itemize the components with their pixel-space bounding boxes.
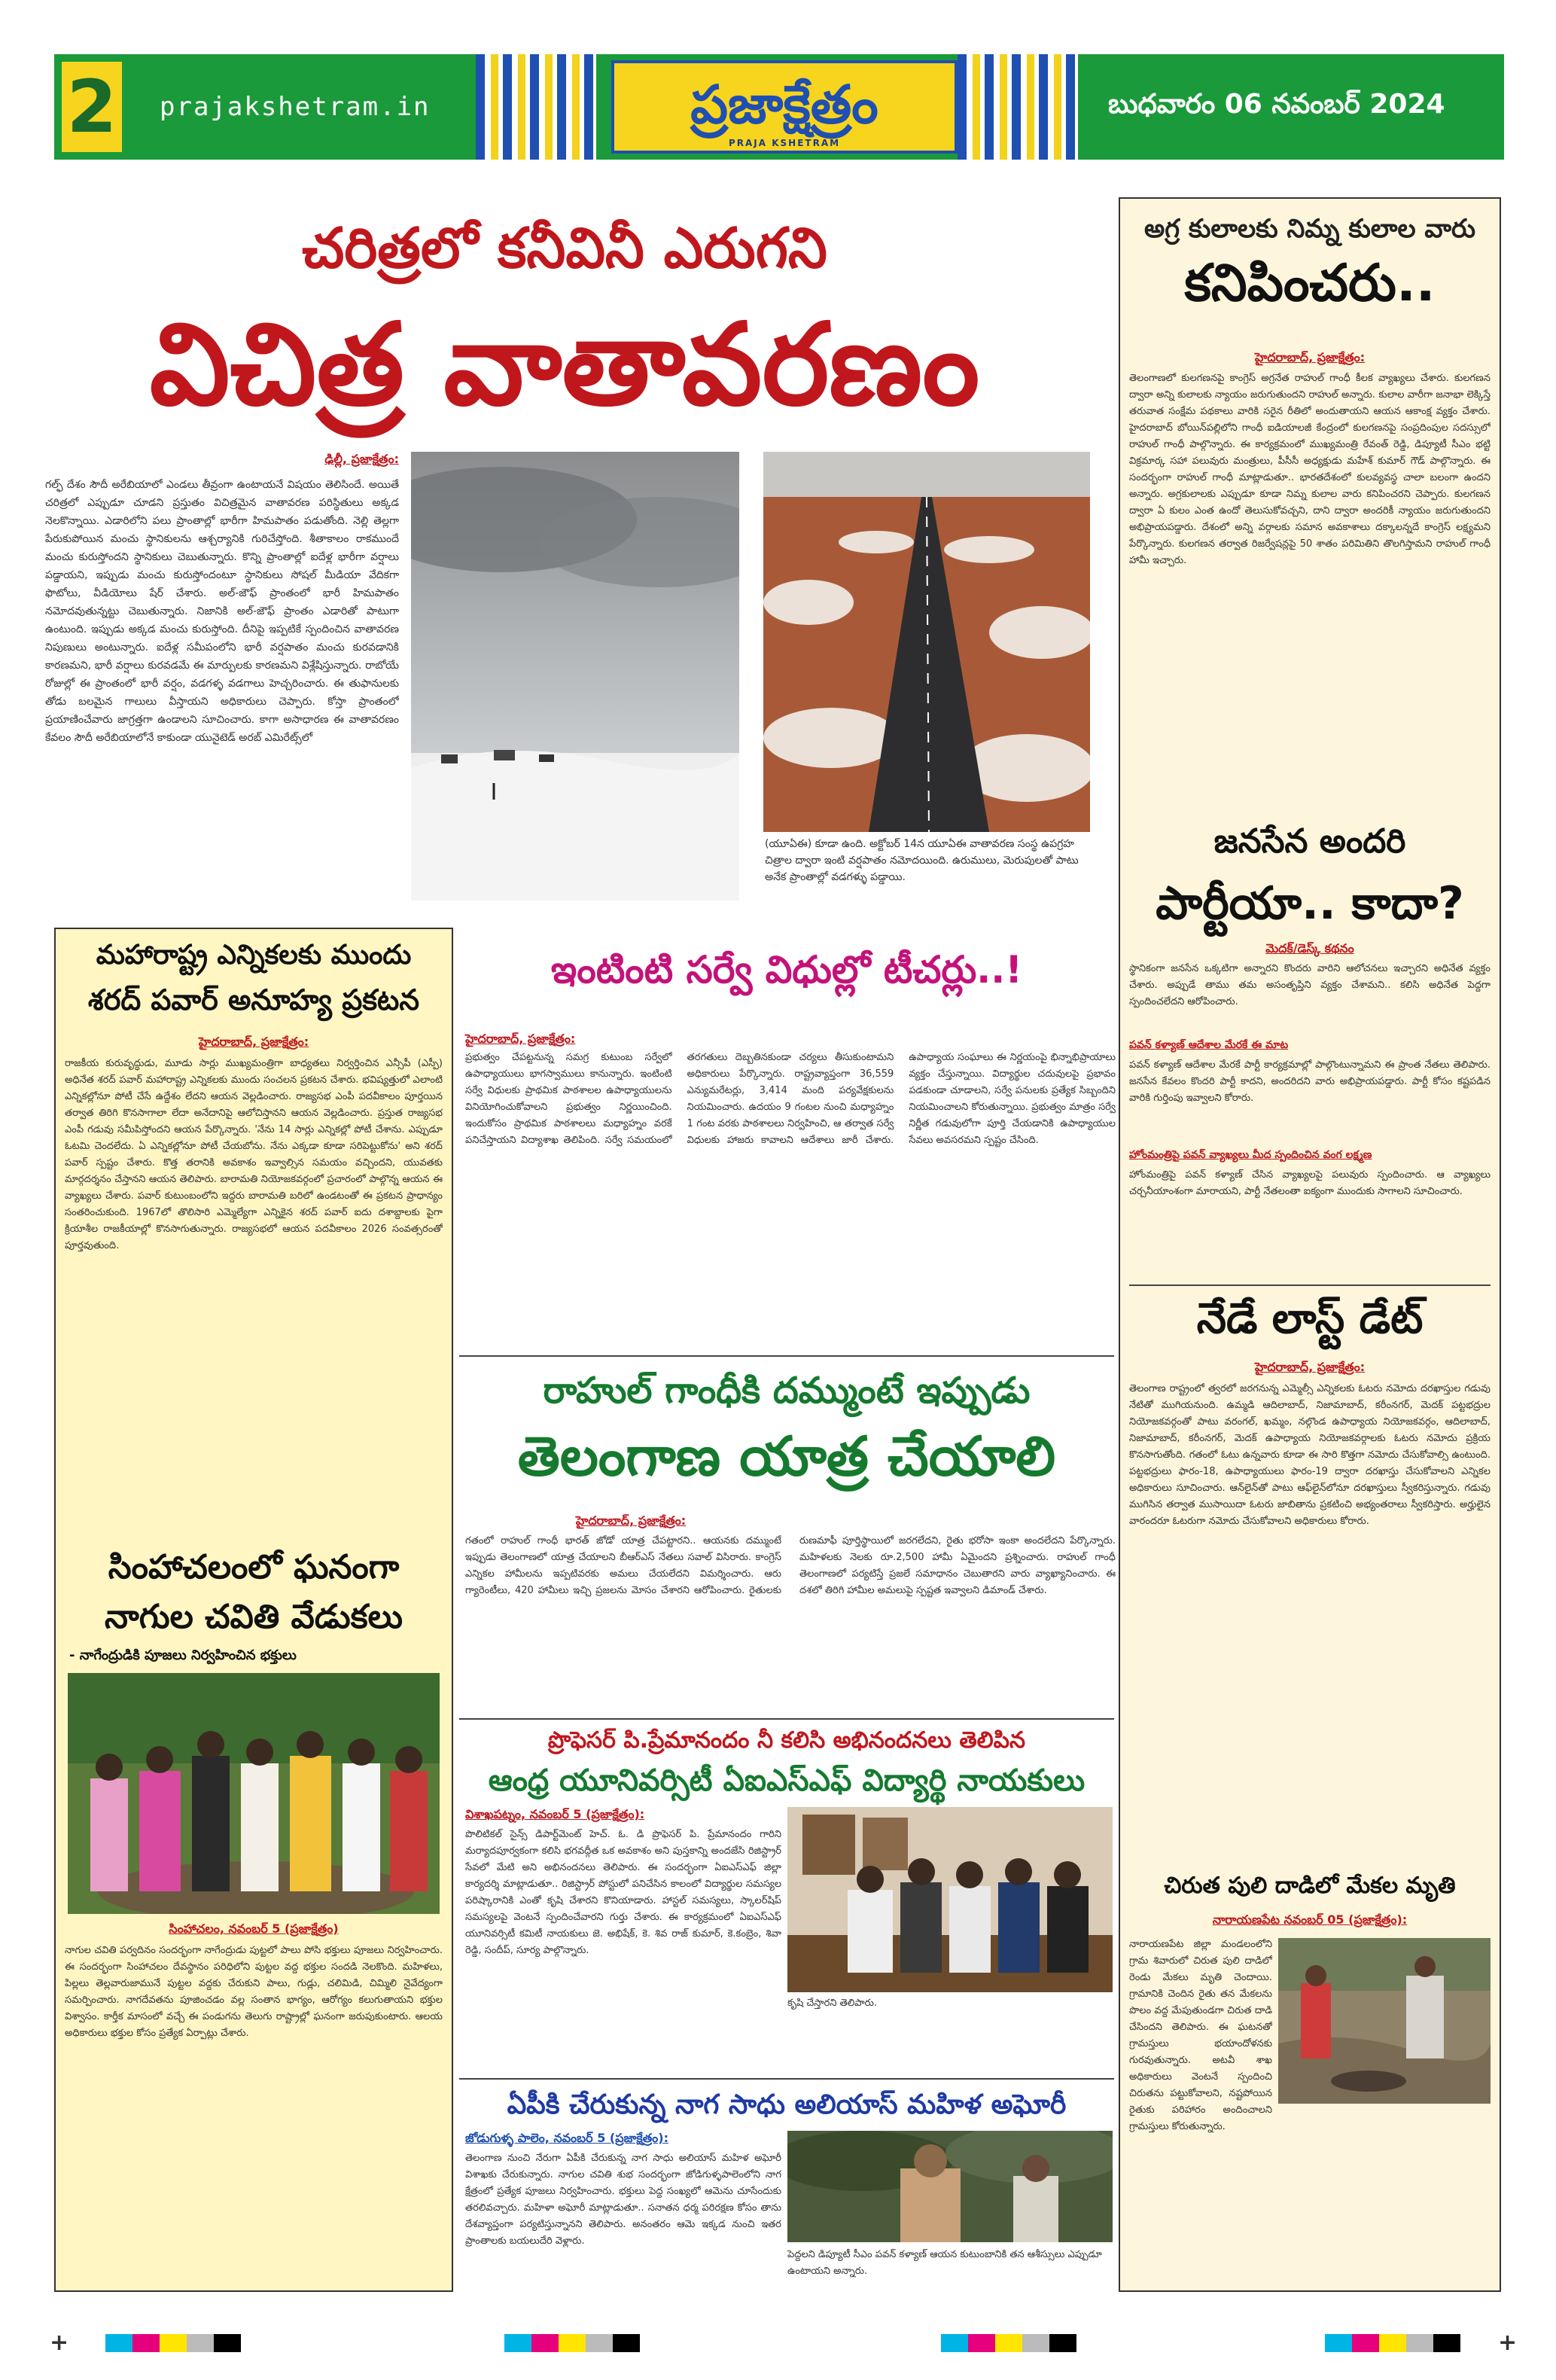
center-aisf-dateline: విశాఖపట్నం, నవంబర్ 5 (ప్రజాక్షేత్రం):: [465, 1807, 645, 1821]
snow-road-image: [763, 452, 1090, 832]
center-headline-survey: ఇంటింటి సర్వే విధుల్లో టీచర్లు..!: [550, 948, 1023, 992]
right-dateline: హైదరాబాద్, ప్రజాక్షేత్రం:: [1254, 350, 1366, 364]
goats-image: [1278, 1938, 1491, 2104]
right-title2: పార్టీయా.. కాదా?: [1156, 877, 1464, 930]
center-aisf-caption-text: కృషి చేస్తారని తెలిపారు.: [787, 1998, 878, 2009]
center-photo-aisf: [787, 1807, 1113, 1992]
center-aghori-dateline: జోడుగుళ్ళ పాలెం, నవంబర్ 5 (ప్రజాక్షేత్రం):: [465, 2131, 668, 2145]
right-kicker: అగ్ర కులాలకు నిమ్న కులాల వారు: [1144, 214, 1475, 244]
issue-date: బుధవారం 06 నవంబర్ 2024: [1108, 89, 1445, 120]
right-body2a: పవన్ కళ్యాణ్ ఆదేశాల మేరకే పార్టీ కార్యక్రమాల్లో పాల్గొంటున్నామని ఈ ప్రాంత నేతలు తెలిపారు. జనసేన కేవలం కొందరి పార్టీ కాదని, అందరిదని వారు అభిప్రాయపడ్డారు. పార్టీ కోసం కష్టపడిన వారికి గుర్తింపు ఇవ్వాలని కోరారు.: [1129, 1059, 1491, 1104]
left-body2: నాగుల చవితి పర్వదినం సందర్భంగా నాగేంద్రుడు పుట్టలో పాలు పోసి భక్తులు పూజలు నిర్వహించారు. ఈ సందర్భంగా సింహాచలం దేవస్థానం పరిధిలోని పుట్టల వద్ద భక్తుల సందడి నెలకొంది. మహిళలు, పిల్లలు తెల్లవారుజామునే పుట్టల వద్దకు చేరుకుని పాలు, గుడ్లు, చలిమిడి, చిమ్మిలి నైవేద్యంగా సమర్పించారు. నాగదేవతను పూజించడం వల్ల సంతాన భాగ్యం, ఆరోగ్యం కలుగుతాయని భక్తుల విశ్వాసం. కార్తీక మాసంలో వచ్చే ఈ పండుగను తెలుగు రాష్ట్రాల్లో ఘనంగా జరుపుకుంటారు. ఆలయ అధికారులు భక్తుల కోసం ప్రత్యేక ఏర్పాట్లు చేశారు.: [65, 1945, 443, 2039]
center-headline-aisf-2: ఆంధ్ర యూనివర్సిటీ ఏఐఎస్ఎఫ్ విద్యార్థి నాయకులు: [488, 1763, 1086, 1798]
right-title4: చిరుత పులి దాడిలో మేకల మృతి: [1164, 1873, 1456, 1899]
center-divider-2: [459, 1718, 1114, 1720]
aghori-image: [787, 2131, 1113, 2242]
right-photo-goats: [1278, 1938, 1491, 2104]
lead-photo-snow-road: [763, 452, 1090, 832]
right-title3: నేడే లాస్ట్ డేట్: [1196, 1294, 1424, 1343]
masthead-stripes-left: [476, 54, 596, 160]
center-headline-rahul-2: తెలంగాణ యాత్ర చేయాలి: [517, 1425, 1056, 1488]
right-body: తెలంగాణలో కులగణనపై కాంగ్రెస్ అగ్రనేత రాహుల్ గాంధీ కీలక వ్యాఖ్యలు చేశారు. కులగణన ద్వారా అన్ని కులాలకు న్యాయం జరుగుతుందని రాహుల్ అన్నారు. కులాల వారీగా జనాభా లెక్కిస్తే తరువాత సంక్షేమ పథకాలు వారికి సరైన రీతిలో అందుతాయని ఆయన ఆకాంక్ష వ్యక్తం చేశారు. హైదరాబాద్ బోయిన్‌పల్లిలోని గాంధీ ఐడియాలజీ కేంద్రంలో కులగణనపై సంప్రదింపుల సదస్సులో రాహుల్ గాంధీ పాల్గొన్నారు. ఈ కార్యక్రమంలో ముఖ్యమంత్రి రేవంత్ రెడ్డి, డిప్యూటీ సీఎం భట్టి విక్రమార్క సహా పలువురు మంత్రులు, పీసీసీ అధ్యక్షుడు మహేశ్ కుమార్ గౌడ్ పాల్గొన్నారు. ఈ సందర్భంగా రాహుల్ గాంధీ మాట్లాడుతూ.. భారతదేశంలో కులవ్యవస్థ చాలా బలంగా ఉందని అన్నారు. అగ్రకులాలకు ఎప్పుడూ కూడా నిమ్న కులాల వారు కనిపించరని చెప్పారు. కులగణన ద్వారా ఏ కులం ఎంత ఉందో తెలుసుకోవచ్చని, దాని ద్వారా అందరికీ న్యాయం జరుగుతుందని అభిప్రాయపడ్డారు. దేశంలో అన్ని వర్గాలకు సమాన అవకాశాలు దక్కాలన్నదే కాంగ్రెస్ లక్ష్యమని పేర్కొన్నారు. కులగణన తర్వాత రిజర్వేషన్లపై 50 శాతం పరిమితిని తొలగిస్తామని రాహుల్ గాంధీ హామీ ఇచ్చారు.: [1129, 373, 1491, 566]
lead-photo-caption: (యూఏఈ) కూడా ఉంది. అక్టోబర్ 14న యూఏఈ వాతావరణ సంస్థ ఉపగ్రహ చిత్రాల ద్వారా ఇంటి వర్షపాతం నమోదయింది. ఉరుములు, మెరుపులతో పాటు అనేక ప్రాంతాల్లో వడగళ్ళు పడ్డాయి.: [765, 838, 1079, 883]
center-divider-3: [459, 2078, 1114, 2080]
snow-desert-image: [411, 452, 739, 900]
center-rahul-body: గతంలో రాహుల్ గాంధీ భారత్ జోడో యాత్ర చేపట్టారని.. ఆయనకు దమ్ముంటే ఇప్పుడు తెలంగాణలో యాత్ర చేయాలని బీఆర్ఎస్ నేతలు సవాల్ విసిరారు. కాంగ్రెస్ ఎన్నికల హామీలను ఇప్పటివరకు అమలు చేయలేదని విమర్శించారు. ఆరు గ్యారెంటీలు, 420 హామీలు ఇచ్చి ప్రజలను మోసం చేశారని ఆరోపించారు. రైతులకు రుణమాఫీ పూర్తిస్థాయిలో జరగలేదని, రైతు భరోసా ఇంకా అందలేదని పేర్కొన్నారు. మహిళలకు నెలకు రూ.2,500 హామీ ఏమైందని ప్రశ్నించారు. రాహుల్ గాంధీ తెలంగాణలో పర్యటిస్తే ప్రజలే సమాధానం చెబుతారని వారు వ్యాఖ్యానించారు. ఈ దశలో తిరిగి హామీల అమలుపై స్పష్టత ఇవ్వాలని డిమాండ్ చేశారు.: [465, 1535, 1116, 1596]
logo-subtext: PRAJA KSHETRAM: [728, 138, 841, 148]
left-sub2: - నాగేంద్రుడికి పూజలు నిర్వహించిన భక్తులు: [69, 1647, 297, 1663]
left-dateline: హైదరాబాద్, ప్రజాక్షేత్రం:: [198, 1035, 309, 1049]
center-headline-aisf-1: ప్రొఫెసర్ పి.ప్రేమానందం నీ కలిసి అభినందనలు తెలిపిన: [547, 1727, 1026, 1754]
center-aisf-caption: [787, 1995, 1113, 2071]
color-bar-center-right: [941, 2334, 1076, 2352]
lead-kicker: చరిత్రలో కనీవినీ ఎరుగని: [302, 216, 827, 281]
left-title2a: సింహాచలంలో ఘనంగా: [108, 1548, 400, 1586]
festival-image: [68, 1673, 440, 1914]
center-divider-1: [459, 1355, 1114, 1357]
center-headline-rahul-1: రాహుల్ గాంధీకి దమ్ముంటే ఇప్పుడు: [543, 1370, 1031, 1412]
color-bar-left: [105, 2334, 241, 2352]
center-aghori-caption: పెద్దలని డిప్యూటీ సీఎం పవన్ కళ్యాణ్ ఆయన కుటుంబానికి తన ఆశీస్సులు ఎప్పుడూ ఉంటాయని అన్నారు.: [787, 2249, 1102, 2277]
right-dateline4: నారాయణపేట నవంబర్ 05 (ప్రజాక్షేత్రం):: [1212, 1912, 1408, 1927]
center-survey-dateline: హైదరాబాద్, ప్రజాక్షేత్రం:: [465, 1032, 576, 1046]
lead-dateline: ఢిల్లీ, ప్రజాక్షేత్రం:: [324, 452, 399, 466]
right-byline2: మెదక్/డెస్క్ కథనం: [1265, 941, 1354, 955]
center-survey-body: ప్రభుత్వం చేపట్టనున్న సమగ్ర కుటుంబ సర్వేలో ఉపాధ్యాయులు భాగస్వాములు కానున్నారు. ఇంటింటి సర్వే విధులకు ప్రాథమిక పాఠశాలల ఉపాధ్యాయులను వినియోగించుకోవాలని ప్రభుత్వం నిర్ణయించింది. ఇందుకోసం ప్రాథమిక పాఠశాలలు మధ్యాహ్నం వరకే పనిచేస్తాయని విద్యాశాఖ తెలిపింది. సర్వే సమయంలో తరగతులు దెబ్బతినకుండా చర్యలు తీసుకుంటామని అధికారులు పేర్కొన్నారు. రాష్ట్రవ్యాప్తంగా 36,559 ఎన్యుమరేటర్లు, 3,414 మంది పర్యవేక్షకులను నియమించారు. ఉదయం 9 గంటల నుంచి మధ్యాహ్నం 1 గంట వరకు పాఠశాలలు నిర్వహించి, ఆ తర్వాత సర్వే విధులకు హాజరు కావాలని ఆదేశాలు జారీ చేశారు. ఉపాధ్యాయ సంఘాలు ఈ నిర్ణయంపై భిన్నాభిప్రాయాలు వ్యక్తం చేస్తున్నాయి. విద్యార్థుల చదువులపై ప్రభావం పడకుండా చూడాలని, సర్వే పనులకు ప్రత్యేక సిబ్బందిని నియమించాలని కోరుతున్నాయి. ప్రభుత్వం మాత్రం సర్వే నిర్ణీత గడువులోగా పూర్తి చేయడానికి ఉపాధ్యాయుల సేవలు అవసరమని స్పష్టం చేసింది.: [465, 1052, 1116, 1146]
left-title: శరద్ పవార్ అనూహ్య ప్రకటన: [87, 983, 420, 1016]
right-divider: [1129, 1284, 1491, 1286]
lead-photo-snow-desert: [411, 452, 739, 900]
registration-mark-right: +: [1498, 2330, 1518, 2356]
left-body: రాజకీయ కురువృద్ధుడు, మూడు సార్లు ముఖ్యమంత్రిగా బాధ్యతలు నిర్వర్తించిన ఎన్సీపీ (ఎస్పీ) అధినేత శరద్ పవార్ మహారాష్ట్ర ఎన్నికలకు ముందు సంచలన ప్రకటన చేశారు. భవిష్యత్తులో ఎలాంటి ఎన్నికల్లోనూ పోటీ చేసే ఉద్దేశం లేదని ఆయన వెల్లడించారు. రాజ్యసభ ఎంపీ పదవీకాలం పూర్తయిన తర్వాత తిరిగి కొనసాగాలా లేదా అనేదానిపై ఆలోచిస్తానని ఆయన వెల్లడించారు. ప్రస్తుత రాజ్యసభ ఎంపీ గడువు సమీపిస్తోందని ఆయన పేర్కొన్నారు. 'నేను 14 సార్లు ఎన్నికల్లో పోటీ చేశాను. ఎప్పుడూ ఓటమి చెందలేదు. ఏ ఎన్నికల్లోనూ పోటీ చేయబోను. నేను ఎక్కడా కూడా సరిపెట్టుకోను' అని శరద్ పవార్ స్పష్టం చేశారు. కొత్త తరానికి అవకాశం ఇవ్వాల్సిన సమయం వచ్చిందని, యువతకు మార్గదర్శనం చేస్తానని ఆయన తెలిపారు. బారామతి నియోజకవర్గంలో ప్రచారంలో పాల్గొన్న ఆయన ఈ వ్యాఖ్యలు చేశారు. పవార్ కుటుంబంలోని ఇద్దరు బారామతి బరిలో ఉండటంతో ఈ ప్రకటన ప్రాధాన్యం సంతరించుకుంది. 1967లో తొలిసారి ఎమ్మెల్యేగా ఎన్నికైన శరద్ పవార్ ఐదు దశాబ్దాలకు పైగా క్రియాశీల రాజకీయాల్లో కొనసాగుతున్నారు. రాజ్యసభలో ఆయన పదవీకాలం 2026 సంవత్సరంతో పూర్తవుతుంది.: [65, 1058, 443, 1251]
right-body3: తెలంగాణ రాష్ట్రంలో త్వరలో జరగనున్న ఎమ్మెల్సీ ఎన్నికలకు ఓటరు నమోదు దరఖాస్తుల గడువు నేటితో ముగియనుంది. ఉమ్మడి ఆదిలాబాద్, నిజామాబాద్, కరీంనగర్, మెదక్ పట్టభద్రుల నియోజకవర్గంతో పాటు వరంగల్, ఖమ్మం, నల్గొండ ఉపాధ్యాయ నియోజకవర్గం, ఆదిలాబాద్, నిజామాబాద్, కరీంనగర్, మెదక్ ఉపాధ్యాయ నియోజకవర్గాలకు ఓటరు నమోదు ప్రక్రియ కొనసాగుతోంది. గతంలో ఓటు ఉన్నవారు కూడా ఈ సారి కొత్తగా నమోదు చేసుకోవాల్సి ఉంటుంది. పట్టభద్రులు ఫారం-18, ఉపాధ్యాయులు ఫారం-19 ద్వారా దరఖాస్తు చేసుకోవాలని ఎన్నికల అధికారులు సూచించారు. ఆన్‌లైన్‌తో పాటు ఆఫ్‌లైన్‌లోనూ దరఖాస్తులు స్వీకరిస్తున్నారు. గడువు ముగిసిన తర్వాత ముసాయిదా ఓటరు జాబితాను ప్రకటించి అభ్యంతరాలు స్వీకరిస్తారు. అర్హులైన వారందరూ ఓటరుగా నమోదు చేసుకోవాలని అధికారులు కోరారు.: [1129, 1383, 1491, 1527]
right-sub2b: హోంమంత్రిపై పవన్ వ్యాఖ్యలు మీద స్పందించిన వంగ లక్ష్మణ: [1129, 1149, 1372, 1161]
lead-body: గల్ఫ్ దేశం సౌదీ అరేబియాలో ఎండలు తీవ్రంగా ఉంటాయనే విషయం తెలిసిందే. అయితే చరిత్రలో ఎప్పుడూ చూడని ప్రస్తుతం విచిత్రమైన వాతావరణ పరిస్థితులు అక్కడ నెలకొన్నాయి. ఎడారిలోని పలు ప్రాంతాల్లో భారీగా హిమపాతం పడుతోంది. నెల్లి తెల్లగా పేరుకుపోయిన మంచు స్థానికులను ఆశ్చర్యానికి గురిచేస్తోంది. శీతాకాలం రాకముందే మంచు కురుస్తోందని స్థానికులు చెబుతున్నారు. కొన్ని ప్రాంతాల్లో ఐదేళ్ల భారీగా వర్షాలు పడ్డాయని, ఇప్పుడు మంచు కురుస్తోందంటూ స్థానికులు సోషల్ మీడియా వేదికగా ఫొటోలు, వీడియోలు షేర్ చేశారు. అల్-జౌఫ్ ప్రాంతంలో భారీ హిమపాతం నమోదవుతున్నట్టు చెబుతున్నారు. నిజానికి అల్-జౌఫ్ ప్రాంతం ఎడారితో పాటుగా ఉంటుంది. ఇప్పుడు అక్కడ మంచు కురుస్తోంది. దీనిపై ఇప్పటికే స్పందించిన వాతావరణ నిపుణులు అంటున్నారు. ఐదేళ్ల సమీపంలోని భారీ వర్షపాతం మంచు కురవడానికి కారణమని, భారీ వర్షాలు కురవడమే ఈ మార్పులకు కారణమని విశ్లేషిస్తున్నారు. రాబోయే రోజుల్లో ఈ ప్రాంతంలో భారీ వర్షం, వడగళ్ళ వడగాలు హెచ్చరించారు. ఈ తుఫానులకు తోడు బలమైన గాలులు వీస్తాయని అధికారులు చెప్పారు. కోస్తా ప్రాంతంలో ప్రయాణించేవారు జాగ్రత్తగా ఉండాలని సూచించారు. కాగా అసాధారణ ఈ వాతావరణం కేవలం సౌదీ అరేబియాలోనే కాకుండా యునైటెడ్ అరబ్ ఎమిరేట్స్‌లో: [45, 479, 399, 744]
center-aghori-body: తెలంగాణ నుంచి నేరుగా ఏపీకి చేరుకున్న నాగ సాధు అలియాస్ మహిళ అఘోరీ విశాఖకు చేరుకున్నారు. నాగుల చవితి శుభ సందర్భంగా జోడిగుళ్ళపాలెంలోని నాగ క్షేత్రంలో ప్రత్యేక పూజలు నిర్వహించారు. భక్తులు పెద్ద సంఖ్యలో ఆమెను చూసేందుకు తరలివచ్చారు. మహిళా అఘోరీ మాట్లాడుతూ.. సనాతన ధర్మ పరిరక్షణ కోసం తాను దేశవ్యాప్తంగా పర్యటిస్తున్నానని తెలిపారు. అనంతరం ఆమె ఇక్కడ నుంచి ఇతర ప్రాంతాలకు బయలుదేరి వెళ్లారు.: [465, 2153, 781, 2247]
left-photo-caption: సింహాచలం, నవంబర్ 5 (ప్రజాక్షేత్రం): [169, 1921, 339, 1936]
left-title2b: నాగుల చవితి వేడుకలు: [104, 1598, 403, 1636]
registration-mark-left: +: [50, 2330, 69, 2356]
color-bar-center-left: [504, 2334, 640, 2352]
page-number: 2: [62, 62, 122, 152]
masthead-stripes-right: [958, 54, 1078, 160]
right-sub2a: పవన్ కళ్యాణ్ ఆదేశాల మేరకే ఈ మాట: [1129, 1039, 1289, 1051]
site-url[interactable]: prajakshetram.in: [160, 92, 431, 122]
right-kicker2: జనసేన అందరి: [1213, 822, 1406, 861]
center-headline-aghori: ఏపీకి చేరుకున్న నాగ సాధు అలియాస్ మహిళ అఘోరీ: [507, 2089, 1067, 2120]
right-title: కనిపించరు..: [1184, 254, 1436, 313]
center-rahul-dateline: హైదరాబాద్, ప్రజాక్షేత్రం:: [575, 1513, 687, 1528]
logo-text: ప్రజాక్షేత్రం: [690, 74, 878, 136]
aisf-meeting-image: [787, 1807, 1113, 1992]
color-bar-right: [1325, 2334, 1460, 2352]
right-body4: నారాయణపేట జిల్లా మండలంలోని గ్రామ శివారులో చిరుత పులి దాడిలో రెండు మేకలు మృతి చెందాయి. గ్రామానికి చెందిన రైతు తన మేకలను పొలం వద్ద మేపుతుండగా చిరుత దాడి చేసిందని తెలిపారు. ఈ ఘటనతో గ్రామస్తులు భయాందోళనకు గురవుతున్నారు. అటవీ శాఖ అధికారులు వెంటనే స్పందించి చిరుతను పట్టుకోవాలని, నష్టపోయిన రైతుకు పరిహారం అందించాలని గ్రామస్తులు కోరుతున్నారు.: [1129, 1939, 1272, 2132]
left-photo-festival: [68, 1673, 440, 1914]
left-kicker: మహారాష్ట్ర ఎన్నికలకు ముందు: [96, 940, 412, 971]
newspaper-logo: [611, 60, 958, 154]
right-body2: స్థానికంగా జనసేన ఒక్కటిగా అన్నారని కొందరు వారిని ఆలోచనలు ఇచ్చారని అధినేత వ్యక్తం చేశారు. అప్పుడే తాము తమ అసంతృప్తిని వ్యక్తం చేశామని.. కలిసి అధినేత పెద్దగా స్పందించలేదని ఆరోపించారు.: [1129, 963, 1491, 1007]
right-dateline3: హైదరాబాద్, ప్రజాక్షేత్రం:: [1254, 1360, 1366, 1374]
center-aisf-body: పొలిటికల్ సైన్స్ డిపార్ట్‌మెంట్ హెచ్. ఓ. డి ప్రొఫెసర్ పి. ప్రేమానందం గారిని మర్యాదపూర్వకంగా కలిసి భగవద్గీత ఒక అవకాశం అని పుస్తకాన్ని అందజేసి రిజిస్ట్రార్ సేవలో మేటి అని అభినందనలు తెలిపారు. ఈ సందర్భంగా ఏఐఎస్ఎఫ్ జిల్లా కార్యదర్శి మాట్లాడుతూ.. రిజిస్ట్రార్ పోస్టులో పనిచేసిన కాలంలో విద్యార్థుల సమస్యల పరిష్కారానికి ఎంతో కృషి చేశారని కొనియాడారు. హాస్టల్ సమస్యలు, స్కాలర్‌షిప్ సమస్యలపై వెంటనే స్పందించేవారని గుర్తు చేశారు. ఈ కార్యక్రమంలో ఏఐఎస్ఎఫ్ యూనివర్సిటీ కమిటీ నాయకులు జె. అభిషేక్, కె. శివ రాజ్ కుమార్, కె.కంబ్రెం, శివా రెడ్డి, సందీప్, సూర్య పాల్గొన్నారు.: [465, 1829, 781, 1956]
lead-title: విచిత్ర వాతావరణం: [149, 300, 980, 431]
center-photo-aghori: [787, 2131, 1113, 2242]
masthead: [54, 54, 1504, 160]
right-body2b: హోంమంత్రిపై పవన్ కళ్యాణ్ చేసిన వ్యాఖ్యలపై పలువురు స్పందించారు. ఆ వ్యాఖ్యలు చర్చనీయాంశంగా మారాయని, పార్టీ నేతలంతా ఐక్యంగా ముందుకు సాగాలని సూచించారు.: [1129, 1169, 1491, 1197]
